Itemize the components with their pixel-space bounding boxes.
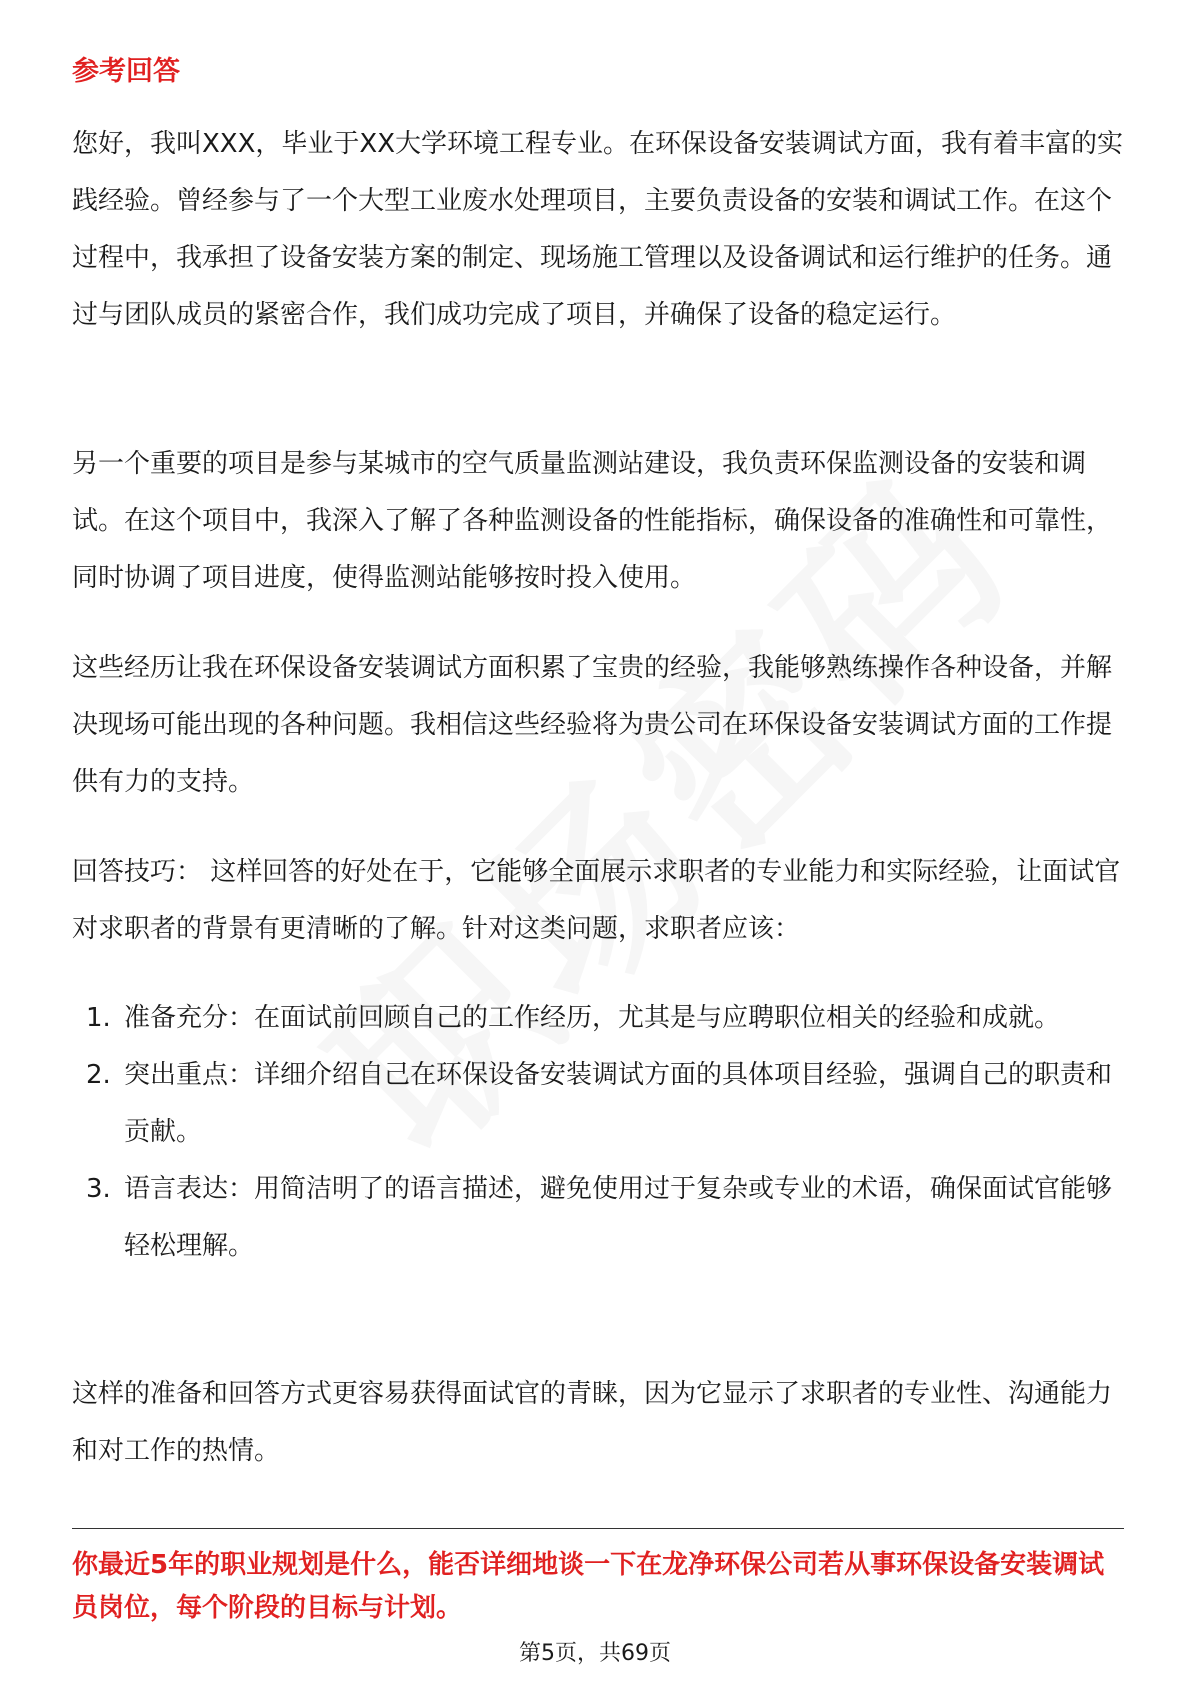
document-page: [72, 0, 1124, 1684]
list-item: [72, 1047, 1124, 1161]
list-item: [72, 1161, 1124, 1275]
list-item-number: 1.: [86, 1003, 111, 1033]
list-item-text: 突出重点：详细介绍自己在环保设备安装调试方面的具体项目经验，强调自己的职责和贡献。: [124, 1060, 1113, 1147]
list-item-text: 准备充分：在面试前回顾自己的工作经历，尤其是与应聘职位相关的经验和成就。: [124, 1003, 1061, 1033]
list-item-text: 语言表达：用简洁明了的语言描述，避免使用过于复杂或专业的术语，确保面试官能够轻松理解。: [124, 1174, 1113, 1261]
list-item-number: 3.: [86, 1174, 111, 1204]
answer-paragraph-second: 另一个重要的项目是参与某城市的空气质量监测站建设，我负责环保监测设备的安装和调试。在这个项目中，我深入了解了各种监测设备的性能指标，确保设备的准确性和可靠性，同时协调了项目进度，使得监测站能够按时投入使用。: [72, 449, 1113, 593]
page-number-footer: 第5页，共69页: [519, 1641, 671, 1666]
list-item: [72, 990, 1124, 1047]
list-item-number: 2.: [86, 1060, 111, 1090]
next-question-heading: 你最近5年的职业规划是什么，能否详细地谈一下在龙净环保公司若从事环保设备安装调试员岗位，每个阶段的目标与计划。: [72, 1550, 1105, 1623]
section-heading: 参考回答: [72, 56, 180, 87]
answer-paragraph-third: 这些经历让我在环保设备安装调试方面积累了宝贵的经验，我能够熟练操作各种设备，并解决现场可能出现的各种问题。我相信这些经验将为贵公司在环保设备安装调试方面的工作提供有力的支持。: [72, 653, 1113, 797]
closing-paragraph: 这样的准备和回答方式更容易获得面试官的青睐，因为它显示了求职者的专业性、沟通能力和对工作的热情。: [72, 1379, 1113, 1466]
answer-paragraph-intro: 您好，我叫XXX，毕业于XX大学环境工程专业。在环保设备安装调试方面，我有着丰富的实践经验。曾经参与了一个大型工业废水处理项目，主要负责设备的安装和调试工作。在这个过程中，我承担了设备安装方案的制定、现场施工管理以及设备调试和运行维护的任务。通过与团队成员的紧密合作，我们成功完成了项目，并确保了设备的稳定运行。: [72, 129, 1124, 330]
section-divider: [72, 1528, 1124, 1529]
tips-paragraph: 回答技巧： 这样回答的好处在于，它能够全面展示求职者的专业能力和实际经验，让面试官对求职者的背景有更清晰的了解。针对这类问题，求职者应该：: [72, 857, 1121, 944]
tips-list: [72, 990, 1124, 1275]
